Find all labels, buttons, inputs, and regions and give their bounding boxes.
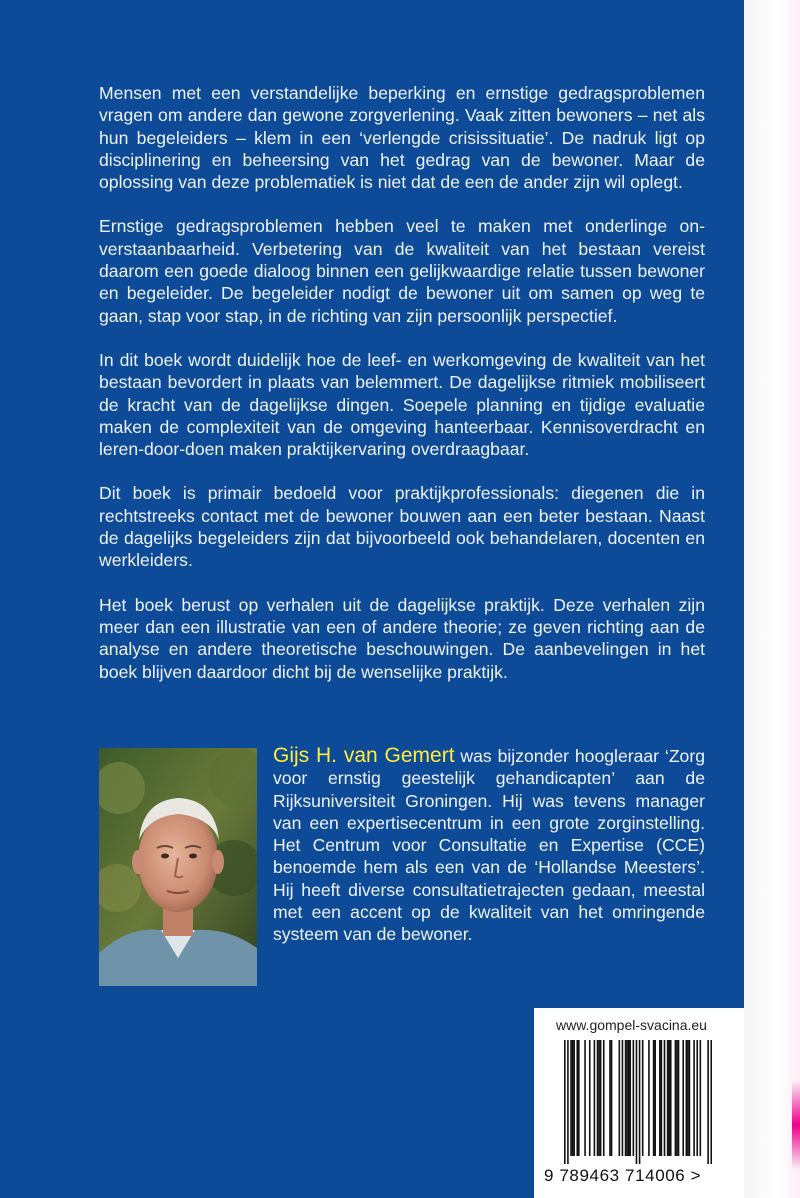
barcode-bar (682, 1040, 684, 1156)
barcode-bar (594, 1040, 596, 1156)
publisher-website: www.gompel-svacina.eu (556, 1017, 707, 1033)
barcode-bar (625, 1040, 627, 1156)
barcode-bar (668, 1040, 670, 1156)
barcode-bar (653, 1040, 655, 1156)
blurb-paragraph-3: In dit boek wordt duidelijk hoe de leef- en werkomgeving de kwaliteit van het bestaan bevordert in plaats van belemmert. De dagelijkse ritmiek mobiliseert de kracht van de dagelijkse dingen. Soepele planning en tijdige evaluatie maken de complexiteit van de omgeving hanteerbaar. Kennisoverdracht en leren-door-doen maken praktijkervaring overdraagbaar. (99, 349, 705, 460)
barcode-bar (597, 1040, 599, 1156)
barcode-bar (696, 1040, 698, 1156)
barcode-bar (707, 1040, 709, 1164)
author-photo (99, 748, 257, 986)
barcode-bar (639, 1040, 641, 1164)
barcode-bar (648, 1040, 650, 1156)
author-bio (273, 745, 705, 946)
author-portrait-illustration (99, 748, 257, 986)
barcode-bar (654, 1040, 656, 1156)
barcode-bar (689, 1040, 691, 1156)
barcode-bar (670, 1040, 672, 1156)
author-bio-text: was bijzonder hoogleraar ‘Zorg voor ernstig geestelijk gehandicapten’ aan de Rijksuniversiteit Groningen. Hij was tevens manager van een expertisecentrum in een grote zorginstelling. Het Centrum voor Consultatie en Expertise (CCE) benoemde hem als een van de ‘Hollandse Meesters’. Hij heeft diverse consultatietrajecten gedaan, meestal met een accent op de kwaliteit van het omringende systeem van de bewoner. (273, 746, 705, 945)
blurb-paragraph-2: Ernstige gedragsproblemen hebben veel te maken met onderlinge onverstaanbaarheid. Verbetering van de kwaliteit van het bestaan vereist daarom een goede dialoog binnen een gelijkwaardige relatie tussen bewoner en begeleider. De begeleider nodigt de bewoner uit om samen op weg te gaan, stap voor stap, in de richting van zijn persoonlijk perspectief. (99, 216, 705, 326)
barcode-bar (659, 1040, 661, 1156)
barcode-bar (589, 1040, 591, 1156)
barcode-bar (678, 1040, 680, 1156)
barcode-bar (622, 1040, 624, 1156)
barcode-bar (675, 1040, 677, 1156)
barcode-bar (598, 1040, 600, 1156)
barcode-bar (700, 1040, 702, 1156)
barcode-bar (628, 1040, 630, 1156)
blurb-text (99, 82, 705, 705)
barcode-bar (567, 1040, 569, 1164)
blurb-paragraph-4: Dit boek is primair bedoeld voor praktijkprofessionals: diegenen die in rechtstreeks contact met de bewoner bouwen aan een beter bestaan. Naast de dagelijks begeleiders zijn dat bijvoorbeeld ook behandelaren, docenten en werkleiders. (99, 483, 705, 571)
isbn-barcode (564, 1040, 712, 1164)
barcode-bar (572, 1040, 574, 1156)
barcode-bar (664, 1040, 666, 1156)
blurb-paragraph-5: Het boek berust op verhalen uit de dagelijkse praktijk. Deze verhalen zijn meer dan een illustratie van een of andere theorie; ze geven richting aan de analyse en andere theoretische beschouwingen. De aanbevelingen in het boek blijven daardoor dicht bij de wenselijke praktijk. (99, 594, 705, 682)
isbn-digits: 9 789463 714006 > (544, 1166, 702, 1185)
barcode-bar (578, 1040, 580, 1156)
barcode-bar (603, 1040, 605, 1156)
barcode-bar (611, 1040, 613, 1156)
barcode-bar (584, 1040, 586, 1156)
barcode-bar (661, 1040, 663, 1156)
barcode-bar (609, 1040, 611, 1156)
barcode-bar (564, 1040, 566, 1164)
barcode-bar (573, 1040, 575, 1156)
barcode-bar (600, 1040, 602, 1156)
barcode-bar (576, 1040, 578, 1156)
barcode-bar (633, 1040, 635, 1156)
barcode-bar (676, 1040, 678, 1156)
barcode-bar (686, 1040, 688, 1156)
barcode-bar (570, 1040, 572, 1156)
barcode-bar (687, 1040, 689, 1156)
author-name: Gijs H. van Gemert (273, 744, 455, 767)
barcode-bar (629, 1040, 631, 1156)
adjacent-page-edge (744, 0, 800, 1198)
blurb-paragraph-1: Mensen met een verstandelijke beperking en ernstige gedragsproblemen vragen om andere dan gewone zorgverlening. Vaak zitten bewoners – net als hun begeleiders – klem in een ‘verlengde crisissituatie’. De nadruk ligt op disciplinering en beheersing van het gedrag van de bewoner. Maar de oplossing van deze problematiek is niet dat de een de ander zijn wil oplegt. (99, 83, 705, 193)
barcode-bar (626, 1040, 628, 1156)
barcode-bar (636, 1040, 638, 1164)
barcode-bar (667, 1040, 669, 1156)
barcode-bar (710, 1040, 712, 1164)
barcode-bar (693, 1040, 695, 1156)
barcode-bar (619, 1040, 621, 1156)
pink-accent (792, 1080, 800, 1170)
barcode-bar (642, 1040, 644, 1156)
